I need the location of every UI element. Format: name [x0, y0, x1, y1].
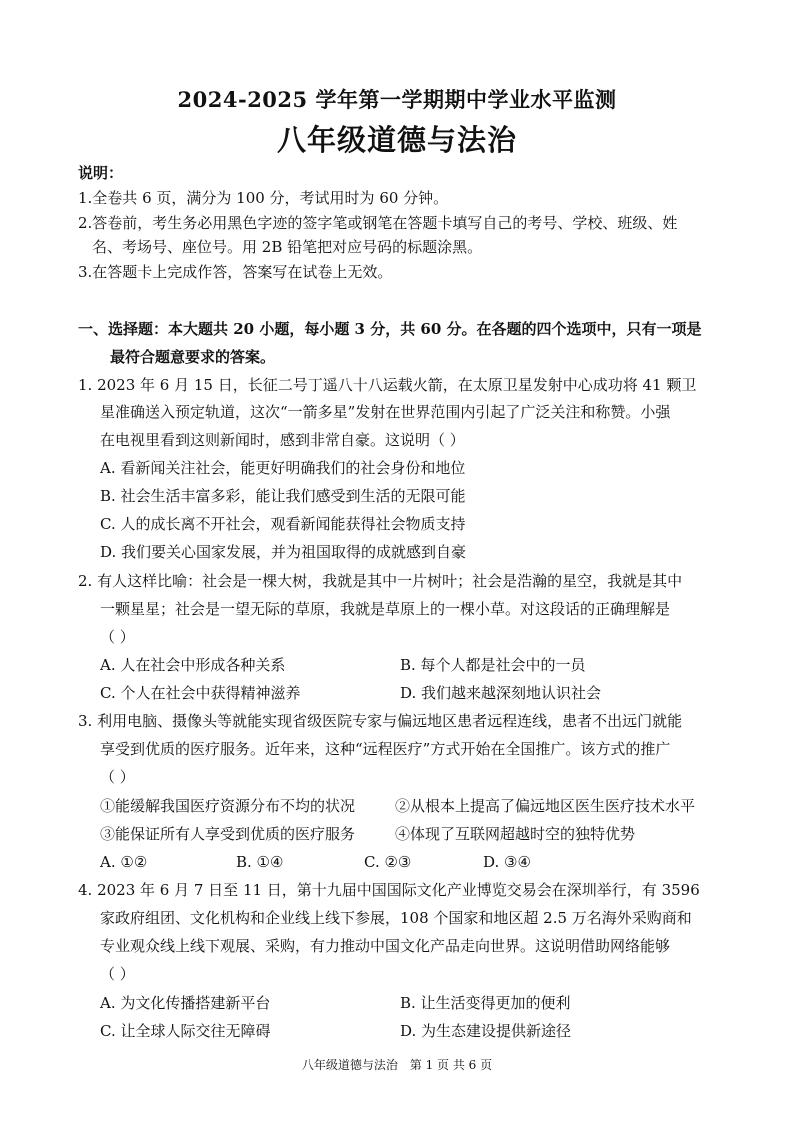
footer-page-number: 第 1 页 共 6 页: [409, 1058, 493, 1072]
option-b: B. ①④: [236, 853, 284, 871]
option-c: C. 个人在社会中获得精神滋养: [100, 684, 301, 702]
option-d: D. ③④: [483, 853, 531, 871]
statement: ②从根本上提高了偏远地区医生医疗技术水平: [395, 797, 696, 815]
question-stem: 2. 有人这样比喻：社会是一棵大树，我就是其中一片树叶；社会是浩瀚的星空，我就是其中: [78, 572, 683, 590]
question-stem: （ ）: [100, 628, 135, 646]
instruction-item: 名、考场号、座位号。用 2B 铅笔把对应号码的标题涂黑。: [92, 238, 483, 256]
option-c: C. 人的成长离不开社会，观看新闻能获得社会物质支持: [100, 515, 466, 533]
option-a: A. 为文化传播搭建新平台: [100, 994, 271, 1012]
option-b: B. 社会生活丰富多彩，能让我们感受到生活的无限可能: [100, 487, 466, 505]
option-a: A. ①②: [100, 853, 148, 871]
instruction-item: 3.在答题卡上完成作答，答案写在试卷上无效。: [78, 263, 393, 281]
instruction-item: 1.全卷共 6 页，满分为 100 分，考试用时为 60 分钟。: [78, 189, 449, 207]
section-heading: 一、选择题：本大题共 20 小题，每小题 3 分，共 60 分。在各题的四个选项中，只有一项是: [78, 320, 702, 338]
option-c: C. 让全球人际交往无障碍: [100, 1022, 271, 1040]
question-stem: 专业观众线上线下观展、采购，有力推动中国文化产品走向世界。这说明借助网络能够: [100, 937, 671, 955]
question-stem: 家政府组团、文化机构和企业线上线下参展，108 个国家和地区超 2.5 万名海外采购商和: [100, 909, 692, 927]
question-stem: 在电视里看到这则新闻时，感到非常自豪。这说明（ ）: [100, 431, 465, 449]
question-stem: （ ）: [100, 965, 135, 983]
question-stem: 4. 2023 年 6 月 7 日至 11 日，第十九届中国国际文化产业博览交易会在深圳举行，有 3596: [78, 881, 700, 899]
section-heading-cont: 最符合题意要求的答案。: [110, 348, 276, 366]
statement: ④体现了互联网超越时空的独特优势: [395, 825, 636, 843]
option-b: B. 每个人都是社会中的一员: [400, 656, 586, 674]
page-footer: [0, 1056, 794, 1073]
statement: ③能保证所有人享受到优质的医疗服务: [100, 825, 356, 843]
question-stem: 1. 2023 年 6 月 15 日，长征二号丁遥八十八运载火箭，在太原卫星发射中心成功将 41 颗卫: [78, 376, 697, 394]
question-stem: （ ）: [100, 768, 135, 786]
exam-title: 2024-2025 学年第一学期期中学业水平监测: [177, 87, 617, 112]
option-a: A. 看新闻关注社会，能更好明确我们的社会身份和地位: [100, 459, 466, 477]
option-a: A. 人在社会中形成各种关系: [100, 656, 286, 674]
instructions-heading: 说明：: [78, 164, 124, 182]
option-c: C. ②③: [364, 853, 412, 871]
statement: ①能缓解我国医疗资源分布不均的状况: [100, 797, 356, 815]
question-stem: 一颗星星；社会是一望无际的草原，我就是草原上的一棵小草。对这段话的正确理解是: [100, 600, 671, 618]
question-stem: 星准确送入预定轨道，这次“一箭多星”发射在世界范围内引起了广泛关注和称赞。小强: [100, 403, 671, 421]
option-d: D. 我们要关心国家发展，并为祖国取得的成就感到自豪: [100, 543, 467, 561]
footer-subject: 八年级道德与法治: [301, 1058, 398, 1072]
subject-title: 八年级道德与法治: [276, 123, 517, 157]
option-d: D. 我们越来越深刻地认识社会: [400, 684, 602, 702]
option-b: B. 让生活变得更加的便利: [400, 994, 571, 1012]
question-stem: 享受到优质的医疗服务。近年来，这种“远程医疗”方式开始在全国推广。该方式的推广: [100, 740, 671, 758]
question-stem: 3. 利用电脑、摄像头等就能实现省级医院专家与偏远地区患者远程连线，患者不出远门就能: [78, 712, 683, 730]
option-d: D. 为生态建设提供新途径: [400, 1022, 572, 1040]
instruction-item: 2.答卷前，考生务必用黑色字迹的签字笔或钢笔在答题卡填写自己的考号、学校、班级、姓: [78, 214, 678, 232]
